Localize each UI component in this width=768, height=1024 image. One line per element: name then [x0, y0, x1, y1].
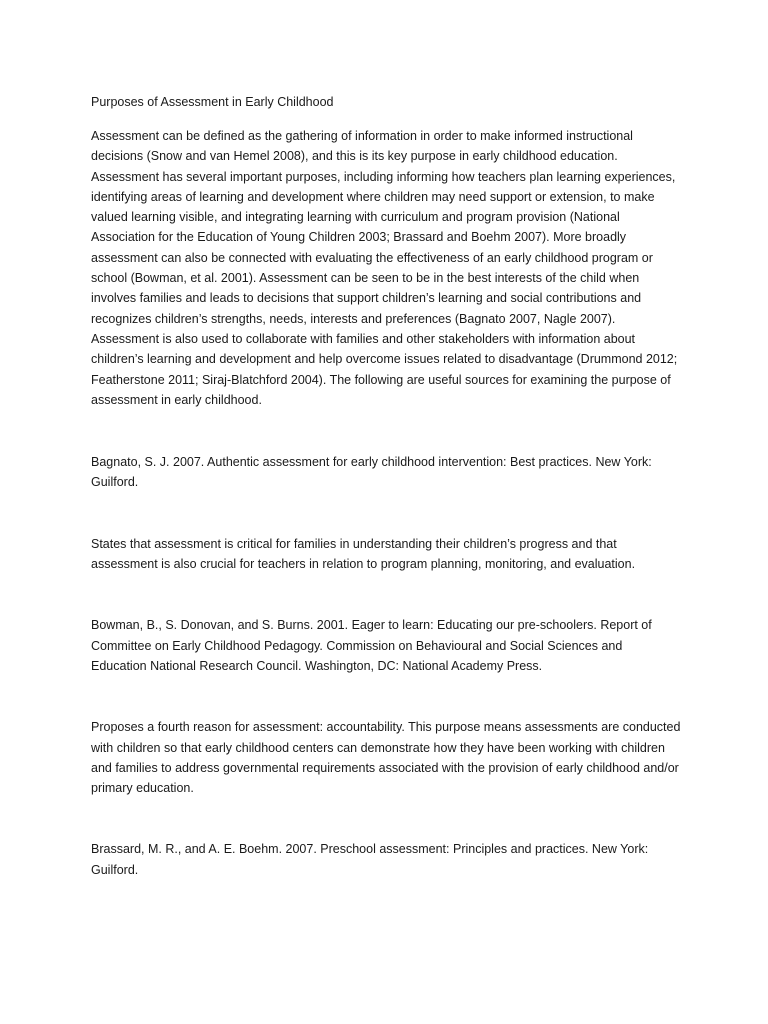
reference-brassard: Brassard, M. R., and A. E. Boehm. 2007. Preschool assessment: Principles and practices. New York: Guilford.: [91, 842, 649, 877]
reference-bagnato: Bagnato, S. J. 2007. Authentic assessment for early childhood intervention: Best practices. New York: Guilford.: [91, 455, 652, 490]
document-page: [91, 92, 681, 921]
annotation-bowman: Proposes a fourth reason for assessment: accountability. This purpose means assessments are conducted with children so that early childhood centers can demonstrate how they have been working with children and families to address governmental requirements associated with the provision of early childhood and/or primary education.: [91, 720, 681, 796]
intro-paragraph: Assessment can be defined as the gathering of information in order to make informed instructional decisions (Snow and van Hemel 2008), and this is its key purpose in early childhood education. Assessment has several important purposes, including informing how teachers plan learning experiences, identifying areas of learning and development where children may need support or extension, to make valued learning visible, and integrating learning with curriculum and program provision (National Association for the Education of Young Children 2003; Brassard and Boehm 2007). More broadly assessment can also be connected with evaluating the effectiveness of an early childhood program or school (Bowman, et al. 2001). Assessment can be seen to be in the best interests of the child when involves families and leads to decisions that support children’s learning and social contributions and recognizes children’s strengths, needs, interests and preferences (Bagnato 2007, Nagle 2007). Assessment is also used to collaborate with families and other stakeholders with information about children’s learning and development and help overcome issues related to disadvantage (Drummond 2012; Featherstone 2011; Siraj-Blatchford 2004). The following are useful sources for examining the purpose of assessment in early childhood.: [91, 129, 678, 407]
reference-bowman: Bowman, B., S. Donovan, and S. Burns. 2001. Eager to learn: Educating our pre-schoolers. Report of Committee on Early Childhood Pedagogy. Commission on Behavioural and Social Sciences and Education National Research Council. Washington, DC: National Academy Press.: [91, 618, 652, 673]
annotation-bagnato: States that assessment is critical for families in understanding their children’s progress and that assessment is also crucial for teachers in relation to program planning, monitoring, and evaluation.: [91, 536, 636, 572]
document-title: Purposes of Assessment in Early Childhood: [91, 95, 334, 109]
